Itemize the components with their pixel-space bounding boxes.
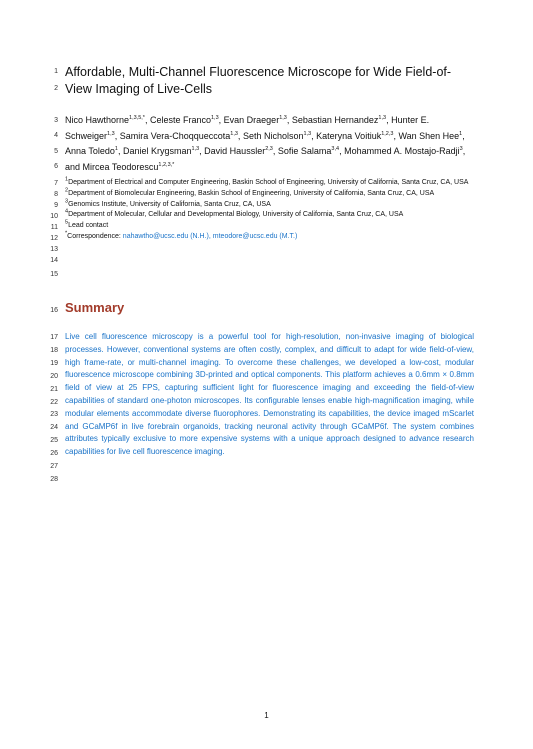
- correspondence-initials: (N.H.),: [188, 232, 213, 240]
- correspondence-line: [65, 232, 475, 243]
- email-link-mt[interactable]: mteodore@ucsc.edu: [212, 232, 278, 240]
- author-name: Hunter E. Schweiger: [65, 115, 430, 141]
- line-number: 16: [50, 307, 58, 314]
- line-number: 14: [50, 257, 58, 264]
- line-number: 6: [54, 163, 58, 170]
- affiliation-item: [65, 210, 475, 221]
- author-name: Nico Hawthorne: [65, 115, 130, 125]
- affiliation-item: [65, 178, 475, 189]
- line-number: 26: [50, 450, 58, 457]
- line-number: 12: [50, 235, 58, 242]
- line-number: 15: [50, 271, 58, 278]
- author-name: Celeste Franco: [149, 115, 211, 125]
- author-name: Samira Vera-Choqqueccota: [119, 130, 231, 141]
- author-affiliation-marker: 3,4: [331, 146, 340, 152]
- line-number: 21: [50, 386, 58, 393]
- author-list: Nico Hawthorne$^{1,3,5,*}$, Celeste Franco$^{1,3}$, Evan Draeger$^{1,3}$, Sebastian Hernandez$^{1,3}$, Hunter E. Schweiger$^{1,3}$, Samira Vera-Choqqueccota$^{1,3}$, Seth Nicholson$^{1,3}$, Kateryna Voitiuk$^{1,2,3}$, Wan Shen Hee$^1$, Anna Toledo$^1$, Daniel Krygsman$^{1,3}$, David Haussler$^{2,3}$, Sofie Salama$^{3,4}$, Mohammed A. Mostajo-Radji$^3$, and Mircea Teodorescu$^{1,2,3,*}$: [65, 115, 466, 172]
- author-name: Mircea Teodorescu: [82, 161, 159, 172]
- line-number: 5: [54, 148, 58, 155]
- line-number: 8: [54, 191, 58, 198]
- author-name: David Haussler: [204, 146, 266, 156]
- author-affiliation-marker: 1,3,5,*: [129, 115, 145, 121]
- affiliation-list: [65, 178, 475, 243]
- author-affiliation-marker: 1,3: [107, 130, 115, 137]
- line-number: 1: [54, 68, 58, 75]
- author-affiliation-marker: 3: [459, 146, 463, 152]
- line-number: 23: [50, 411, 58, 418]
- correspondence-initials: (M.T.): [277, 232, 298, 240]
- affiliation-text: Department of Molecular, Cellular and Developmental Biology, University of California, Santa Cruz, CA, USA: [68, 211, 404, 219]
- author-affiliation-marker: 1: [459, 130, 463, 137]
- author-affiliation-marker: 1,3: [378, 115, 387, 121]
- line-number: 17: [50, 334, 58, 341]
- line-number: 22: [50, 399, 58, 406]
- author-name: Anna Toledo: [65, 146, 115, 156]
- line-number: 3: [54, 117, 58, 124]
- author-affiliation-marker: 2,3: [265, 146, 273, 152]
- author-affiliation-marker: 1,3: [230, 130, 238, 137]
- author-name: Sofie Salama: [277, 146, 332, 156]
- author-name: Kateryna Voitiuk: [316, 130, 382, 141]
- line-number: 27: [50, 463, 58, 470]
- lead-contact-note: [65, 221, 475, 232]
- author-name: Seth Nicholson: [242, 130, 304, 141]
- author-name: Mohammed A. Mostajo-Radji: [344, 146, 460, 156]
- author-affiliation-marker: 1,2,3,*: [158, 161, 175, 168]
- line-number: 18: [50, 347, 58, 354]
- affiliation-item: [65, 200, 475, 211]
- correspondence-label: Correspondence:: [67, 232, 123, 240]
- line-number: 7: [54, 180, 58, 187]
- line-number: 25: [50, 437, 58, 444]
- correspondence-marker: *: [65, 230, 68, 237]
- line-number: 28: [50, 476, 58, 483]
- author-affiliation-marker: 1,3: [210, 115, 219, 121]
- affiliation-text: Department of Electrical and Computer Engineering, Baskin School of Engineering, University of California, Santa Cruz, CA, USA: [68, 179, 469, 186]
- line-number: 13: [50, 246, 58, 253]
- affiliation-text: Genomics Institute, University of California, Santa Cruz, CA, USA: [68, 200, 271, 208]
- author-affiliation-marker: 1,3: [303, 130, 312, 137]
- page-number: 1: [264, 711, 269, 720]
- author-affiliation-marker: 1,2,3: [381, 130, 394, 137]
- author-name: Wan Shen Hee: [398, 130, 460, 141]
- line-numbers: [28, 0, 58, 749]
- line-number: 11: [50, 224, 58, 231]
- author-name: Evan Draeger: [223, 115, 280, 125]
- summary-text: Live cell fluorescence microscopy is a powerful tool for high-resolution, non-invasive imaging of biological processes. However, conventional systems are often costly, complex, and difficult to adapt for wide field-of-view, high frame-rate, or multi-channel imaging. To overcome these challenges, we developed a low-cost, modular fluorescence microscope combining 3D-printed and optical components. This platform achieves a 0.6mm × 0.8mm field of view at 25 FPS, capturing sufficient light for fluorescence imaging and exceeding the field-of-view capabilities of standard one-photon microscopes. Its configurable lenses enable high-magnification imaging, while modular elements accommodate diverse fluorophores. Demonstrating its capabilities, the device imaged mScarlet and GCaMP6f in live forebrain organoids, tracking neuronal activity through GCaMP6f. The system combines attributes typically exclusive to more expensive systems with a unique approach designed to advance research capabilities for live cell fluorescence imaging.: [65, 332, 474, 457]
- line-number: 19: [50, 360, 58, 367]
- summary-heading: Summary: [65, 300, 125, 315]
- author-affiliation-marker: 1,3: [279, 115, 287, 121]
- author-affiliation-marker: 1,3: [191, 146, 200, 152]
- paper-title: Affordable, Multi-Channel Fluorescence Microscope for Wide Field-of-View Imaging of Live-Cells: [65, 65, 452, 96]
- line-number: 9: [54, 202, 58, 209]
- affiliation-marker: 2: [65, 187, 69, 194]
- author-name: Sebastian Hernandez: [291, 115, 379, 125]
- author-name: Daniel Krygsman: [122, 146, 192, 156]
- author-affiliation-marker: 1: [114, 146, 118, 152]
- affiliation-marker: 1: [65, 176, 69, 183]
- affiliation-text: Department of Biomolecular Engineering, Baskin School of Engineering, University of California, Santa Cruz, CA, USA: [68, 189, 435, 197]
- line-number: 24: [50, 424, 58, 431]
- affiliation-marker: 4: [65, 209, 69, 216]
- email-link-nh[interactable]: nahawtho@ucsc.edu: [122, 232, 189, 240]
- affiliation-marker: 5: [65, 219, 69, 226]
- line-number: 4: [54, 132, 58, 139]
- affiliation-item: [65, 189, 475, 200]
- affiliation-marker: 3: [65, 198, 69, 205]
- line-number: 20: [50, 373, 58, 380]
- affiliation-text: Lead contact: [68, 222, 109, 230]
- line-number: 10: [50, 213, 58, 220]
- line-number: 2: [54, 85, 58, 92]
